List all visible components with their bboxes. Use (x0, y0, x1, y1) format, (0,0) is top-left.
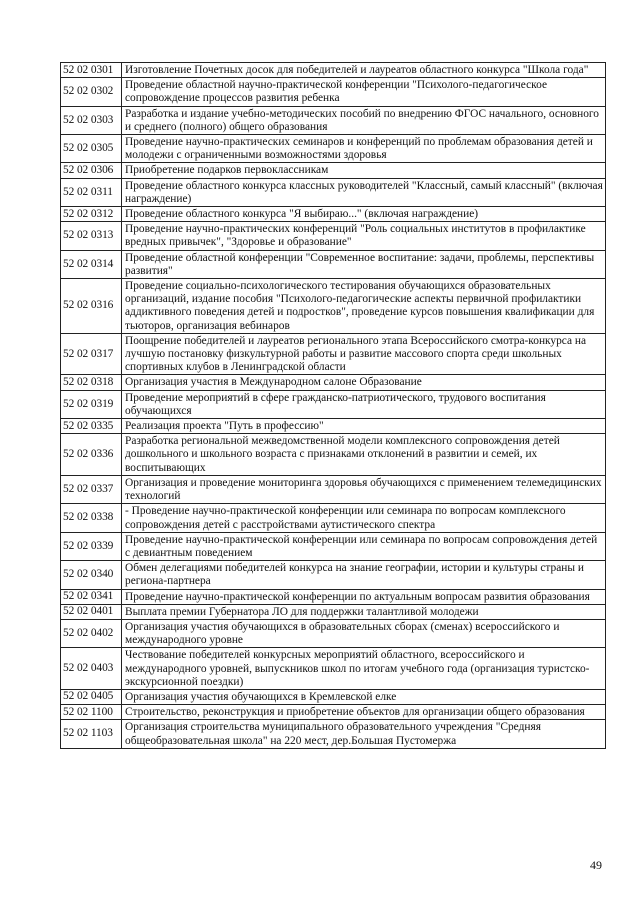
row-description: Проведение социально-психологического тестирования обучающихся образовательных организаций, издание пособия "Психолого-педагогические аспекты первичной профилактики аддиктивного поведения детей и подростков", проведение курсов повышения квалификации для тьюторов, организация вебинаров (122, 279, 606, 334)
row-description: Организация и проведение мониторинга здоровья обучающихся с применением телемедицинских технологий (122, 475, 606, 503)
row-code: 52 02 0341 (61, 589, 122, 604)
table-row (61, 705, 606, 720)
row-description: Чествование победителей конкурсных мероприятий областного, всероссийского и международного уровней, выпускников школ по итогам учебного года (организация туристско-экскурсионной поездки) (122, 648, 606, 690)
table-row (61, 135, 606, 163)
row-description: Проведение областного конкурса классных руководителей "Классный, самый классный" (включая награждение) (122, 178, 606, 206)
table-row (61, 504, 606, 532)
table-row (61, 78, 606, 106)
row-description: Проведение областной конференции "Современное воспитание: задачи, проблемы, перспективы развития" (122, 250, 606, 278)
row-code: 52 02 0402 (61, 619, 122, 647)
row-description: Организация участия обучающихся в образовательных сборах (сменах) всероссийского и международного уровне (122, 619, 606, 647)
row-code: 52 02 0301 (61, 63, 122, 78)
row-code: 52 02 0335 (61, 419, 122, 434)
row-code: 52 02 0317 (61, 333, 122, 375)
row-description: - Проведение научно-практической конференции или семинара по вопросам комплексного сопровождения детей с расстройствами аутистического спектра (122, 504, 606, 532)
table-row (61, 434, 606, 476)
row-code: 52 02 0336 (61, 434, 122, 476)
row-code: 52 02 0313 (61, 222, 122, 250)
table-row (61, 207, 606, 222)
table-row (61, 648, 606, 690)
row-description: Проведение областной научно-практической конференции "Психолого-педагогическое сопровождение процессов развития ребенка (122, 78, 606, 106)
row-description: Организация строительства муниципального образовательного учреждения "Средняя общеобразовательная школа" на 220 мест, дер.Большая Пустомержа (122, 720, 606, 748)
table-row (61, 532, 606, 560)
row-code: 52 02 0312 (61, 207, 122, 222)
table-row (61, 106, 606, 134)
row-code: 52 02 0302 (61, 78, 122, 106)
row-description: Обмен делегациями победителей конкурса на знание географии, истории и культуры страны и региона-партнера (122, 561, 606, 589)
row-code: 52 02 0306 (61, 163, 122, 178)
row-description: Строительство, реконструкция и приобретение объектов для организации общего образования (122, 705, 606, 720)
row-description: Проведение научно-практических конференций "Роль социальных институтов в профилактике вредных привычек", "Здоровье и образование" (122, 222, 606, 250)
table-row (61, 250, 606, 278)
row-code: 52 02 0316 (61, 279, 122, 334)
row-description: Реализация проекта "Путь в профессию" (122, 419, 606, 434)
row-code: 52 02 0318 (61, 375, 122, 390)
table-row (61, 375, 606, 390)
row-description: Разработка и издание учебно-методических пособий по внедрению ФГОС начального, основного и среднего (полного) общего образования (122, 106, 606, 134)
table-row (61, 63, 606, 78)
row-description: Проведение мероприятий в сфере гражданско-патриотического, трудового воспитания обучающихся (122, 390, 606, 418)
row-description: Разработка региональной межведомственной модели комплексного сопровождения детей дошкольного и школьного возраста с признаками отклонений в развитии и семей, их воспитывающих (122, 434, 606, 476)
table-row (61, 390, 606, 418)
table-row (61, 222, 606, 250)
row-code: 52 02 1103 (61, 720, 122, 748)
row-description: Приобретение подарков первоклассникам (122, 163, 606, 178)
table-row (61, 279, 606, 334)
row-description: Поощрение победителей и лауреатов регионального этапа Всероссийского смотра-конкурса на лучшую постановку физкультурной работы и развитие массового спорта среди школьных спортивных клубов в Ленинградской области (122, 333, 606, 375)
table-row (61, 333, 606, 375)
row-description: Проведение научно-практической конференции по актуальным вопросам развития образования (122, 589, 606, 604)
row-code: 52 02 0314 (61, 250, 122, 278)
row-description: Проведение научно-практической конференции или семинара по вопросам сопровождения детей с девиантным поведением (122, 532, 606, 560)
table-row (61, 619, 606, 647)
row-description: Изготовление Почетных досок для победителей и лауреатов областного конкурса "Школа года" (122, 63, 606, 78)
budget-code-table (60, 62, 606, 749)
table-row (61, 604, 606, 619)
table-row (61, 589, 606, 604)
row-code: 52 02 0337 (61, 475, 122, 503)
table-row (61, 178, 606, 206)
row-code: 52 02 1100 (61, 705, 122, 720)
row-code: 52 02 0401 (61, 604, 122, 619)
row-code: 52 02 0319 (61, 390, 122, 418)
row-code: 52 02 0305 (61, 135, 122, 163)
row-code: 52 02 0340 (61, 561, 122, 589)
row-description: Организация участия в Международном салоне Образование (122, 375, 606, 390)
table-body (61, 63, 606, 749)
table-row (61, 561, 606, 589)
row-description: Проведение областного конкурса "Я выбираю..." (включая награждение) (122, 207, 606, 222)
row-description: Организация участия обучающихся в Кремлевской елке (122, 689, 606, 704)
row-code: 52 02 0311 (61, 178, 122, 206)
row-code: 52 02 0338 (61, 504, 122, 532)
table-row (61, 163, 606, 178)
row-code: 52 02 0339 (61, 532, 122, 560)
table-row (61, 475, 606, 503)
row-code: 52 02 0403 (61, 648, 122, 690)
table-row (61, 419, 606, 434)
table-row (61, 689, 606, 704)
row-code: 52 02 0405 (61, 689, 122, 704)
row-code: 52 02 0303 (61, 106, 122, 134)
page-number: 49 (590, 858, 602, 872)
row-description: Выплата премии Губернатора ЛО для поддержки талантливой молодежи (122, 604, 606, 619)
row-description: Проведение научно-практических семинаров и конференций по проблемам образования детей и молодежи с ограниченными возможностями здоровья (122, 135, 606, 163)
table-row (61, 720, 606, 748)
